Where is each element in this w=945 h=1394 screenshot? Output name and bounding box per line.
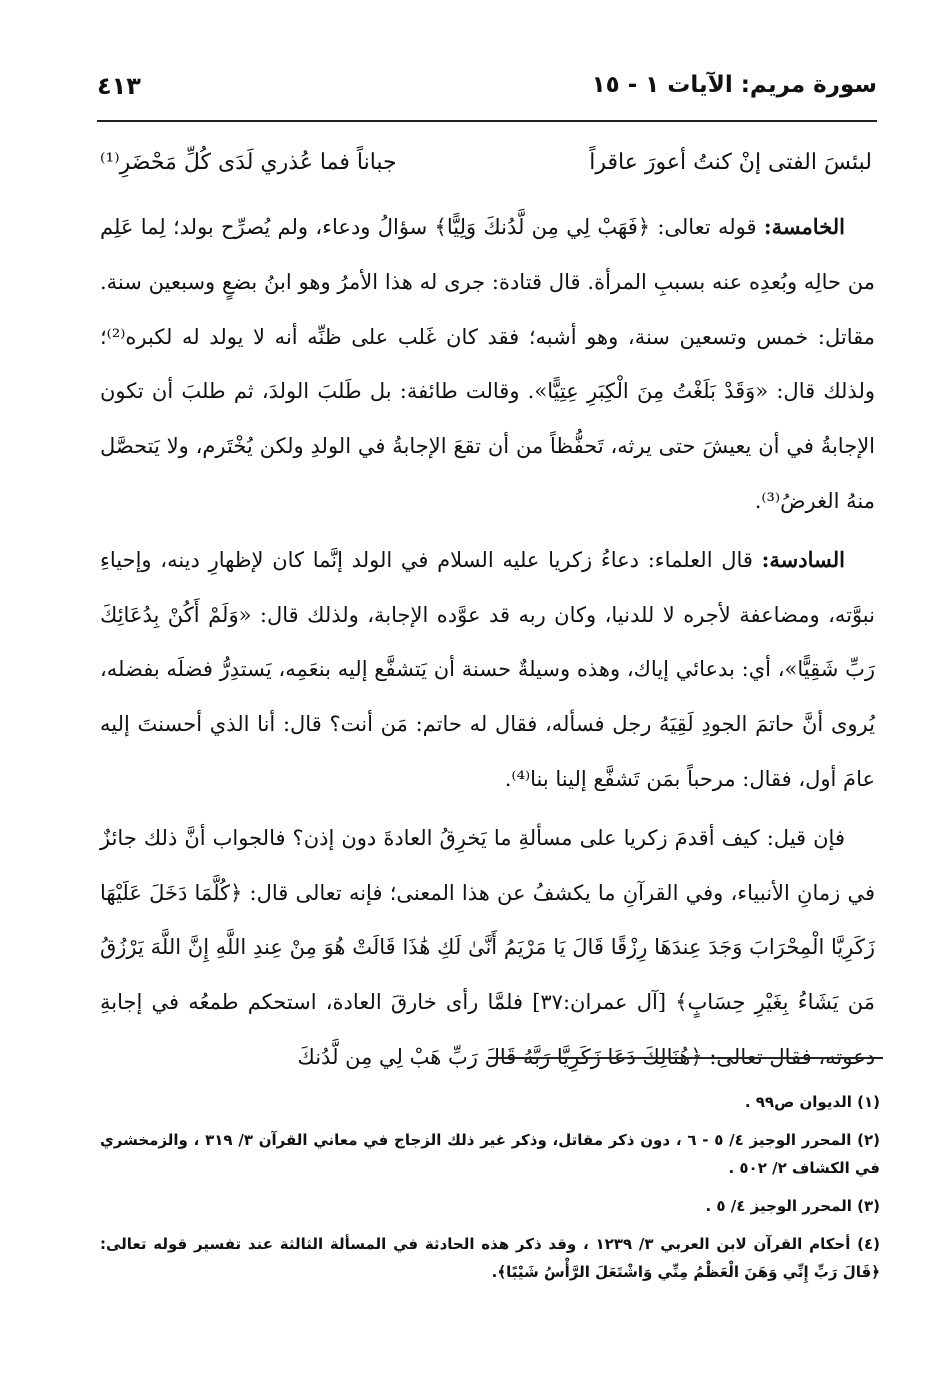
footnote-4: (٤) أحكام القرآن لابن العربي ٣/ ١٢٣٩ ، وقد ذكر هذه الحادثة في المسألة الثالثة عند تفسير قوله تعالى: ﴿قَالَ رَبِّ إِنِّي وَهَنَ الْعَظْمُ مِنِّي وَاشْتَعَلَ الرَّأْسُ شَيْبًا﴾. — [100, 1235, 881, 1281]
paragraph-fifth — [100, 200, 875, 529]
verse-first-hemistich: لبئسَ الفتى إنْ كنتُ أعورَ عاقراً — [589, 150, 872, 175]
footnote-1: (١) الديوان ص٩٩ . — [744, 1093, 880, 1111]
paragraph-text: قال العلماء: دعاءُ زكريا عليه السلام في الولد إنَّما كان لإظهارِ دينه، وإحياءِ نبوَّته، ومضاعفة لأجره لا للدنيا، وكان ربه قد عوَّده الإجابة، ولذلك قال: «وَلَمْ أَكُنْ بِدُعَائِكَ رَبِّ شَقِيًّا»، أي: بدعائي إياك، وهذه وسيلةٌ حسنة أن يَتشفَّع إليه بنعَمِه، يَستدِرُّ فضلَه بفضله، يُروى أنَّ حاتمَ الجودِ لَقِيَهُ رجل فسأله، فقال له حاتم: مَن أنت؟ قال: أنا الذي أحسنتَ إليه عامَ أول، فقال: مرحباً بمَن تَشفَّع إلينا بنا⁽⁴⁾. — [100, 547, 875, 791]
paragraph-lead: الخامسة: — [763, 214, 845, 239]
paragraph-sixth — [100, 533, 875, 807]
main-text — [100, 200, 875, 1085]
header-divider — [97, 120, 877, 122]
running-title: سورة مريم: الآيات ١ - ١٥ — [591, 72, 877, 98]
paragraph-question — [100, 811, 875, 1085]
paragraph-lead: السادسة: — [761, 546, 845, 572]
footnote-divider — [488, 1057, 883, 1059]
paragraph-text: فإن قيل: كيف أقدمَ زكريا على مسألةِ ما يَخرِقُ العادةَ دون إذن؟ فالجواب أنَّ ذلك جائزٌ في زمانِ الأنبياء، وفي القرآنِ ما يكشفُ عن هذا المعنى؛ فإنه تعالى قال: ﴿كُلَّمَا دَخَلَ عَلَيْهَا زَكَرِيَّا الْمِحْرَابَ وَجَدَ عِندَهَا رِزْقًا قَالَ يَا مَرْيَمُ أَنَّىٰ لَكِ هَٰذَا قَالَتْ هُوَ مِنْ عِندِ اللَّهِ إِنَّ اللَّهَ يَرْزُقُ مَن يَشَاءُ بِغَيْرِ حِسَابٍ﴾ [آل عمران:٣٧] فلمَّا رأى خارقَ العادة، استحكم طمعُه في إجابةِ دعوته، فقال تعالى: ﴿هُنَالِكَ دَعَا زَكَرِيَّا رَبَّهُ قَالَ رَبِّ هَبْ لِي مِن لَّدُنكَ — [100, 825, 875, 1069]
footnote-3: (٣) المحرر الوجيز ٤/ ٥ . — [705, 1197, 880, 1215]
page-header — [97, 68, 877, 118]
footnotes — [100, 1088, 880, 1296]
page-number: ٤١٣ — [97, 72, 141, 100]
paragraph-text: قوله تعالى: ﴿فَهَبْ لِي مِن لَّدُنكَ وَلِيًّا﴾ سؤالُ ودعاء، ولم يُصرِّح بولد؛ لِما عَلِم من حالِه وبُعدِه عنه بسببِ المرأة. قال قتادة: جرى له هذا الأمرُ وهو ابنُ بضعٍ وسبعين سنة. مقاتل: خمس وتسعين سنة، وهو أشبه؛ فقد كان غَلب على ظنِّه أنه لا يولد له لكبره⁽²⁾؛ ولذلك قال: «وَقَدْ بَلَغْتُ مِنَ الْكِبَرِ عِتِيًّا». وقالت طائفة: بل طَلبَ الولدَ، ثم طلبَ أن تكون الإجابةُ في أن يعيشَ حتى يرثه، تَحفُّظاً من أن تقعَ الإجابةُ في الولدِ ولكن يُخْتَرم، ولا يَتحصَّل منهُ الغرضُ⁽³⁾. — [100, 215, 875, 513]
poetry-verse — [100, 146, 872, 190]
verse-second-hemistich: جباناً فما عُذري لَدَى كُلِّ مَحْضَرِ⁽¹⁾ — [100, 150, 397, 175]
footnote-2: (٢) المحرر الوجيز ٤/ ٥ - ٦ ، دون ذكر مقاتل، وذكر غير ذلك الزجاج في معاني القرآن ٣/ ٣١٩ ، والزمخشري في الكشاف ٢/ ٥٠٢ . — [100, 1131, 881, 1177]
